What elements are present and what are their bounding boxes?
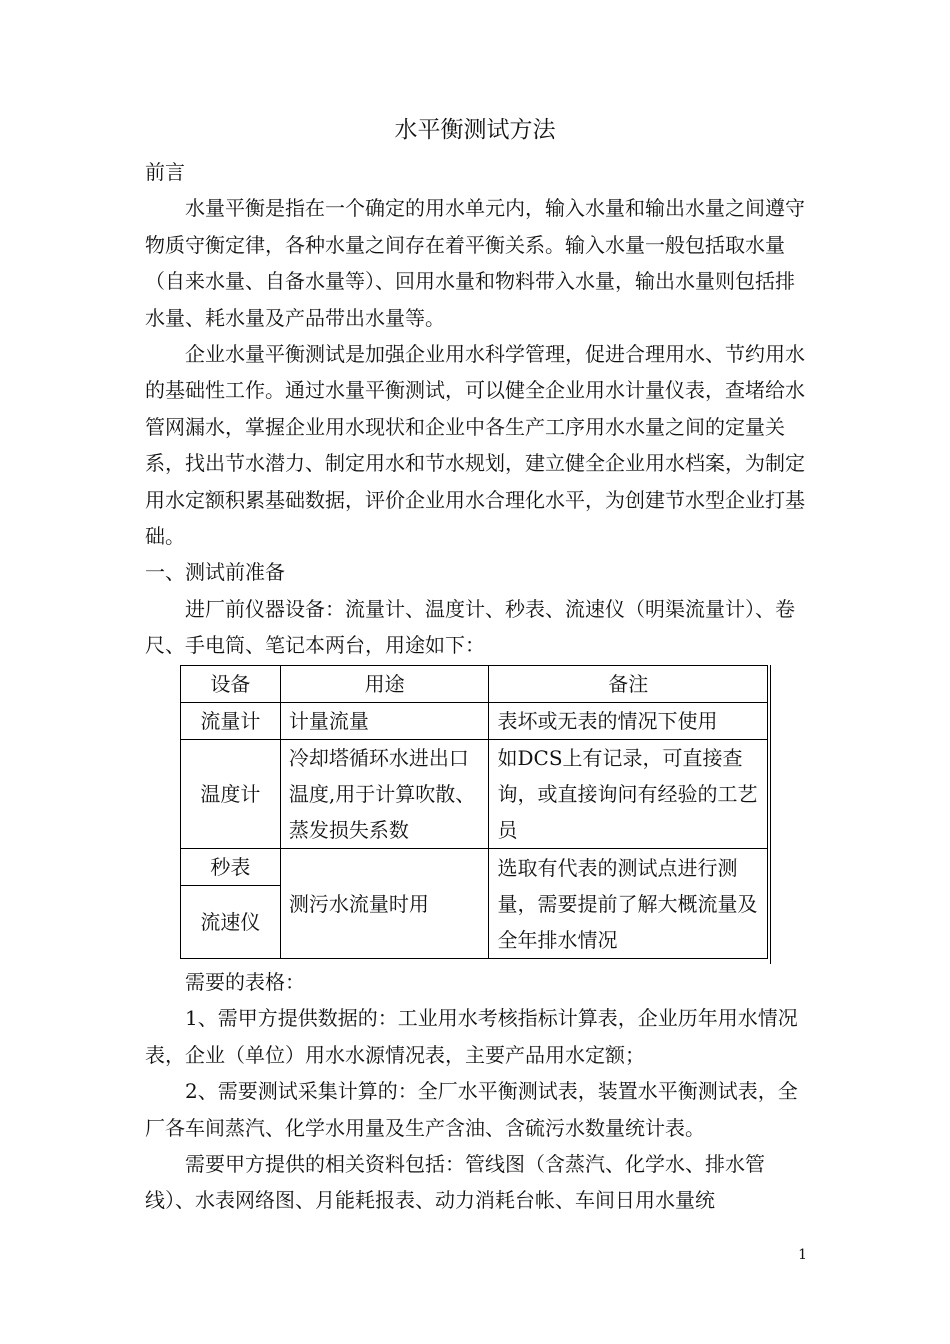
cell-equipment: 流量计: [181, 703, 281, 740]
cell-equipment: 流速仪: [181, 886, 281, 959]
header-remarks: 备注: [489, 666, 768, 703]
body-bottom: [145, 964, 810, 1219]
forms-item-2: 2、需要测试采集计算的：全厂水平衡测试表，装置水平衡测试表，全厂各车间蒸汽、化学水用量及生产含油、含硫污水数量统计表。: [145, 1079, 798, 1140]
document-title: 水平衡测试方法: [394, 117, 556, 143]
cell-remarks: 表坏或无表的情况下使用: [489, 703, 768, 740]
page-number: 1: [798, 1247, 807, 1263]
table-outer-border: [770, 665, 771, 964]
cell-remarks: 如DCS上有记录，可直接查询，或直接询问有经验的工艺员: [489, 740, 768, 849]
preface-paragraph-1: 水量平衡是指在一个确定的用水单元内，输入水量和输出水量之间遵守物质守衡定律，各种水量之间存在着平衡关系。输入水量一般包括取水量（自来水量、自备水量等）、回用水量和物料带入水量，输出水量则包括排水量、耗水量及产品带出水量等。: [145, 196, 805, 330]
materials-paragraph: 需要甲方提供的相关资料包括：管线图（含蒸汽、化学水、排水管线）、水表网络图、月能耗报表、动力消耗台帐、车间日用水量统: [145, 1152, 765, 1213]
cell-purpose: 冷却塔循环水进出口温度,用于计算吹散、蒸发损失系数: [280, 740, 489, 849]
preface-paragraph-2: 企业水量平衡测试是加强企业用水科学管理，促进合理用水、节约用水的基础性工作。通过水量平衡测试，可以健全企业用水计量仪表，查堵给水管网漏水，掌握企业用水现状和企业中各生产工序用水水量之间的定量关系，找出节水潜力、制定用水和节水规划，建立健全企业用水档案，为制定用水定额积累基础数据，评价企业用水合理化水平，为创建节水型企业打基础。: [145, 342, 805, 549]
body-top: [145, 154, 810, 664]
table-row: [181, 703, 768, 740]
header-equipment: 设备: [181, 666, 281, 703]
cell-purpose: 计量流量: [280, 703, 489, 740]
equipment-intro: 进厂前仪器设备：流量计、温度计、秒表、流速仪（明渠流量计）、卷尺、手电筒、笔记本两台，用途如下：: [145, 596, 795, 658]
section-heading-1: 一、测试前准备: [145, 560, 285, 585]
forms-item-1: 1、需甲方提供数据的：工业用水考核指标计算表，企业历年用水情况表，企业（单位）用水水源情况表，主要产品用水定额；: [145, 1006, 798, 1067]
cell-equipment: 温度计: [181, 740, 281, 849]
cell-equipment: 秒表: [181, 849, 281, 886]
forms-heading: 需要的表格：: [185, 970, 305, 994]
equipment-table: [180, 665, 768, 959]
preface-heading: 前言: [145, 160, 185, 184]
cell-remarks: 选取有代表的测试点进行测量，需要提前了解大概流量及全年排水情况: [489, 849, 768, 959]
table-row: [181, 849, 768, 886]
table-header-row: [181, 666, 768, 703]
header-purpose: 用途: [280, 666, 489, 703]
table-row: [181, 740, 768, 849]
cell-purpose: 测污水流量时用: [280, 849, 489, 959]
